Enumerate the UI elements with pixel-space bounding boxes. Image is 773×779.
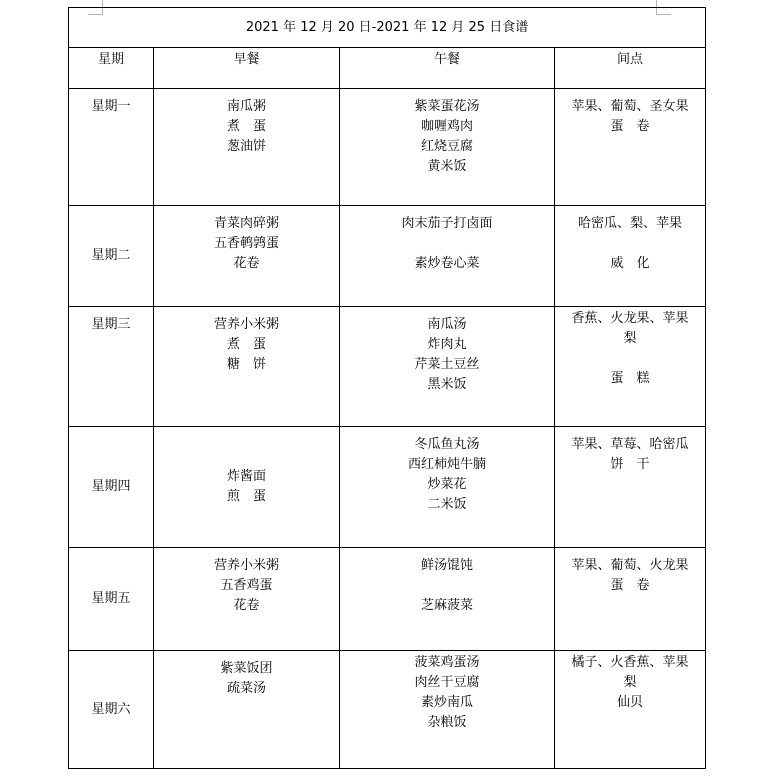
menu-item: 二米饭 <box>427 497 467 512</box>
menu-table <box>68 7 706 769</box>
table-row <box>69 206 706 307</box>
menu-item: 紫菜饭团 <box>220 661 273 676</box>
header-snack: 间点 <box>555 48 706 89</box>
day-cell <box>69 206 154 307</box>
breakfast-cell <box>154 548 340 651</box>
breakfast-cell <box>154 206 340 307</box>
lunch-cell <box>340 427 555 548</box>
table-row <box>69 548 706 651</box>
menu-item: 黑米饭 <box>427 377 467 392</box>
menu-item: 红烧豆腐 <box>420 139 473 154</box>
menu-item: 橘子、火香蕉、苹果 <box>571 655 689 670</box>
menu-item: 鲜汤馄饨 <box>420 558 473 573</box>
table-row <box>69 651 706 769</box>
day-label: 星期一 <box>91 99 131 114</box>
snack-cell <box>555 427 706 548</box>
menu-item: 蛋 糕 <box>610 371 650 386</box>
menu-item: 素炒卷心菜 <box>414 256 480 271</box>
menu-item: 饼 干 <box>610 457 650 472</box>
lunch-cell <box>340 307 555 427</box>
snack-cell <box>555 206 706 307</box>
menu-item: 炸酱面 <box>226 469 266 484</box>
menu-item: 糖 饼 <box>226 357 266 372</box>
menu-item: 哈密瓜、梨、苹果 <box>578 216 683 231</box>
menu-item: 苹果、葡萄、火龙果 <box>571 558 689 573</box>
menu-item: 花卷 <box>233 256 260 271</box>
day-cell <box>69 651 154 769</box>
menu-item: 芝麻菠菜 <box>420 598 473 613</box>
menu-item: 黄米饭 <box>427 159 467 174</box>
menu-item: 梨 <box>623 675 637 690</box>
menu-item: 炒菜花 <box>427 477 467 492</box>
menu-item: 香蕉、火龙果、苹果 <box>571 311 689 326</box>
header-day: 星期 <box>69 48 154 89</box>
day-cell <box>69 307 154 427</box>
menu-item: 素炒南瓜 <box>420 695 473 710</box>
snack-cell <box>555 307 706 427</box>
menu-item: 蛋 卷 <box>610 578 650 593</box>
snack-cell <box>555 548 706 651</box>
menu-item: 南瓜粥 <box>226 99 266 114</box>
menu-item: 煮 蛋 <box>226 337 266 352</box>
lunch-cell <box>340 651 555 769</box>
menu-item: 花卷 <box>233 598 260 613</box>
menu-item: 菠菜鸡蛋汤 <box>414 655 480 670</box>
menu-title: 2021 年 12 月 20 日-2021 年 12 月 25 日食谱 <box>69 8 706 48</box>
menu-item: 威 化 <box>610 256 650 271</box>
breakfast-cell <box>154 307 340 427</box>
menu-item: 肉末茄子打卤面 <box>401 216 493 231</box>
menu-item: 营养小米粥 <box>213 558 279 573</box>
day-label: 星期三 <box>91 317 131 332</box>
menu-item: 梨 <box>623 331 637 346</box>
menu-item: 五香鸡蛋 <box>220 578 273 593</box>
menu-item: 青菜肉碎粥 <box>213 216 279 231</box>
table-row <box>69 89 706 206</box>
day-label: 星期二 <box>91 248 131 263</box>
menu-item: 肉丝干豆腐 <box>414 675 480 690</box>
breakfast-cell <box>154 89 340 206</box>
menu-item: 苹果、草莓、哈密瓜 <box>571 437 689 452</box>
day-label: 星期四 <box>91 479 131 494</box>
menu-item: 芹菜土豆丝 <box>414 357 480 372</box>
menu-item: 咖喱鸡肉 <box>420 119 473 134</box>
menu-item: 煎 蛋 <box>226 489 266 504</box>
lunch-cell <box>340 89 555 206</box>
menu-item: 西红柿炖牛腩 <box>407 457 486 472</box>
snack-cell <box>555 651 706 769</box>
day-label: 星期六 <box>91 701 131 717</box>
day-cell <box>69 548 154 651</box>
day-cell <box>69 427 154 548</box>
menu-item: 南瓜汤 <box>427 317 467 332</box>
menu-item: 蛋 卷 <box>610 119 650 134</box>
lunch-cell <box>340 206 555 307</box>
breakfast-cell <box>154 427 340 548</box>
day-label: 星期五 <box>91 591 131 606</box>
table-row <box>69 427 706 548</box>
menu-item: 紫菜蛋花汤 <box>414 99 480 114</box>
snack-cell <box>555 89 706 206</box>
menu-item: 煮 蛋 <box>226 119 266 134</box>
table-row <box>69 307 706 427</box>
menu-item: 仙贝 <box>617 695 644 710</box>
menu-item: 疏菜汤 <box>226 681 266 696</box>
day-cell <box>69 89 154 206</box>
breakfast-cell <box>154 651 340 769</box>
menu-item: 冬瓜鱼丸汤 <box>414 437 480 452</box>
lunch-cell <box>340 548 555 651</box>
menu-item: 营养小米粥 <box>213 317 279 332</box>
header-breakfast: 早餐 <box>154 48 340 89</box>
menu-item: 杂粮饭 <box>427 715 467 730</box>
menu-item: 五香鹌鹑蛋 <box>213 236 279 251</box>
header-lunch: 午餐 <box>340 48 555 89</box>
menu-item: 苹果、葡萄、圣女果 <box>571 99 689 114</box>
menu-item: 炸肉丸 <box>427 337 467 352</box>
menu-item: 葱油饼 <box>226 139 266 154</box>
